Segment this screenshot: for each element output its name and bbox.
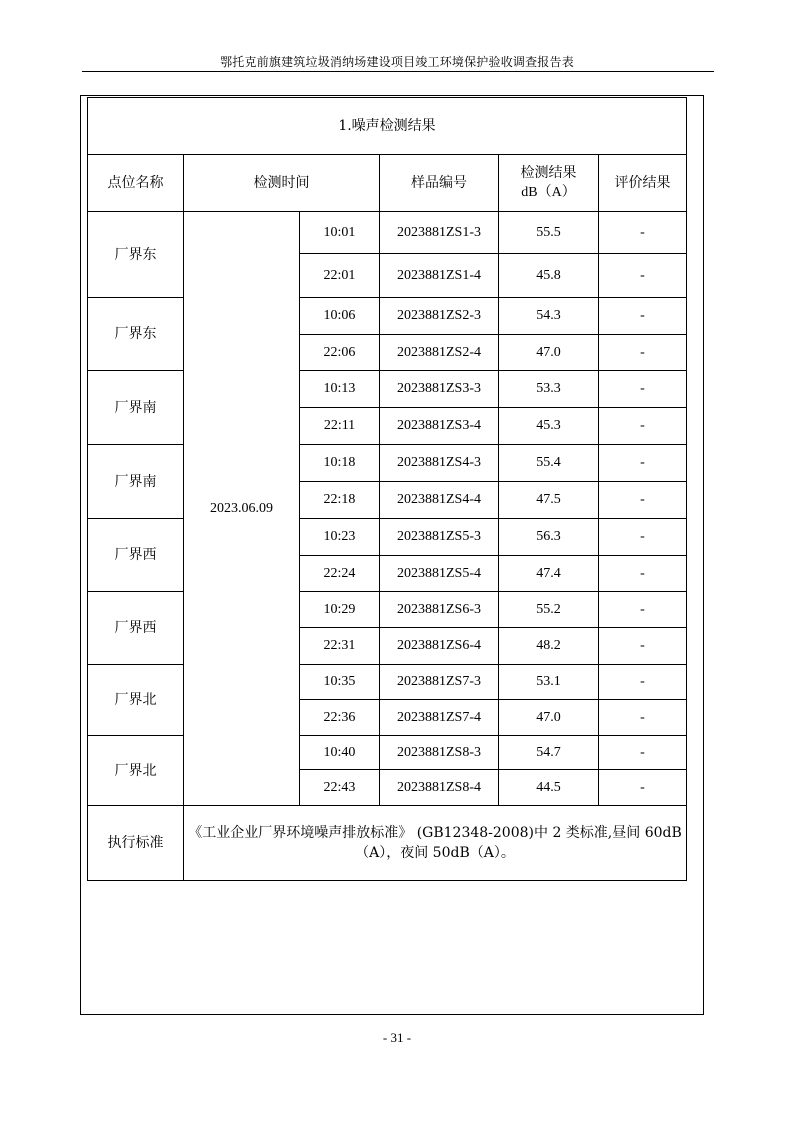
sample-id-cell: 2023881ZS6-3 [380, 592, 499, 628]
test-time-cell: 10:13 [300, 371, 380, 408]
result-value-cell: 53.1 [499, 665, 599, 700]
point-name-cell: 厂界东 [88, 212, 184, 298]
point-name-cell: 厂界北 [88, 736, 184, 806]
evaluation-cell: - [599, 519, 687, 556]
evaluation-cell: - [599, 770, 687, 806]
header-point-name: 点位名称 [88, 155, 184, 212]
result-value-cell: 47.4 [499, 556, 599, 592]
sample-id-cell: 2023881ZS4-4 [380, 482, 499, 519]
result-value-cell: 56.3 [499, 519, 599, 556]
evaluation-cell: - [599, 335, 687, 371]
page-header-title: 鄂托克前旗建筑垃圾消纳场建设项目竣工环境保护验收调查报告表 [220, 55, 574, 69]
sample-id-cell: 2023881ZS1-4 [380, 254, 499, 298]
table-row [88, 736, 687, 770]
sample-id-cell: 2023881ZS8-3 [380, 736, 499, 770]
table-row [88, 445, 687, 482]
sample-id-cell: 2023881ZS2-3 [380, 298, 499, 335]
result-value-cell: 55.4 [499, 445, 599, 482]
test-time-cell: 22:06 [300, 335, 380, 371]
table-row [88, 592, 687, 628]
point-name-cell: 厂界东 [88, 298, 184, 371]
evaluation-cell: - [599, 592, 687, 628]
evaluation-cell: - [599, 628, 687, 665]
table-row [88, 371, 687, 408]
header-result-unit: dB（A） [521, 185, 576, 200]
header-result [499, 155, 599, 212]
test-time-cell: 22:31 [300, 628, 380, 665]
evaluation-cell: - [599, 212, 687, 254]
test-time-cell: 22:01 [300, 254, 380, 298]
sample-id-cell: 2023881ZS6-4 [380, 628, 499, 665]
result-value-cell: 55.2 [499, 592, 599, 628]
point-name-cell: 厂界西 [88, 519, 184, 592]
result-value-cell: 54.7 [499, 736, 599, 770]
noise-results-table [87, 97, 687, 881]
table-row [88, 212, 687, 254]
test-date-cell: 2023.06.09 [184, 212, 300, 806]
test-time-cell: 22:11 [300, 408, 380, 445]
header-test-time: 检测时间 [184, 155, 380, 212]
evaluation-cell: - [599, 700, 687, 736]
point-name-cell: 厂界南 [88, 445, 184, 519]
standard-label: 执行标准 [88, 806, 184, 881]
evaluation-cell: - [599, 445, 687, 482]
section-title: 1.噪声检测结果 [88, 98, 687, 155]
evaluation-cell: - [599, 408, 687, 445]
table-row [88, 519, 687, 556]
evaluation-cell: - [599, 371, 687, 408]
sample-id-cell: 2023881ZS3-3 [380, 371, 499, 408]
result-value-cell: 55.5 [499, 212, 599, 254]
evaluation-cell: - [599, 556, 687, 592]
table-row [88, 298, 687, 335]
test-time-cell: 10:29 [300, 592, 380, 628]
evaluation-cell: - [599, 298, 687, 335]
test-time-cell: 22:43 [300, 770, 380, 806]
standard-text-line1: 《工业企业厂界环境噪声排放标准》 (GB12348-2008)中 2 类标准,昼间 60dB [188, 825, 682, 841]
standard-text-line2: （A），夜间 50dB（A）。 [355, 845, 515, 861]
result-value-cell: 47.0 [499, 700, 599, 736]
sample-id-cell: 2023881ZS7-3 [380, 665, 499, 700]
result-value-cell: 53.3 [499, 371, 599, 408]
test-time-cell: 22:18 [300, 482, 380, 519]
sample-id-cell: 2023881ZS5-3 [380, 519, 499, 556]
sample-id-cell: 2023881ZS1-3 [380, 212, 499, 254]
standard-text [184, 806, 687, 881]
sample-id-cell: 2023881ZS2-4 [380, 335, 499, 371]
evaluation-cell: - [599, 254, 687, 298]
point-name-cell: 厂界北 [88, 665, 184, 736]
sample-id-cell: 2023881ZS3-4 [380, 408, 499, 445]
result-value-cell: 47.5 [499, 482, 599, 519]
result-value-cell: 54.3 [499, 298, 599, 335]
result-value-cell: 45.3 [499, 408, 599, 445]
result-value-cell: 48.2 [499, 628, 599, 665]
result-value-cell: 47.0 [499, 335, 599, 371]
header-divider [82, 71, 714, 72]
test-time-cell: 22:36 [300, 700, 380, 736]
result-value-cell: 44.5 [499, 770, 599, 806]
page-number: - 31 - [382, 1030, 412, 1045]
evaluation-cell: - [599, 736, 687, 770]
sample-id-cell: 2023881ZS7-4 [380, 700, 499, 736]
test-time-cell: 10:01 [300, 212, 380, 254]
header-sample-id: 样品编号 [380, 155, 499, 212]
point-name-cell: 厂界南 [88, 371, 184, 445]
test-time-cell: 10:23 [300, 519, 380, 556]
test-time-cell: 10:18 [300, 445, 380, 482]
point-name-cell: 厂界西 [88, 592, 184, 665]
test-time-cell: 10:40 [300, 736, 380, 770]
standard-row [88, 806, 687, 881]
sample-id-cell: 2023881ZS8-4 [380, 770, 499, 806]
test-time-cell: 22:24 [300, 556, 380, 592]
evaluation-cell: - [599, 665, 687, 700]
sample-id-cell: 2023881ZS5-4 [380, 556, 499, 592]
test-time-cell: 10:06 [300, 298, 380, 335]
result-value-cell: 45.8 [499, 254, 599, 298]
test-time-cell: 10:35 [300, 665, 380, 700]
header-result-label: 检测结果 [520, 165, 577, 181]
sample-id-cell: 2023881ZS4-3 [380, 445, 499, 482]
table-row [88, 665, 687, 700]
evaluation-cell: - [599, 482, 687, 519]
header-evaluation: 评价结果 [599, 155, 687, 212]
